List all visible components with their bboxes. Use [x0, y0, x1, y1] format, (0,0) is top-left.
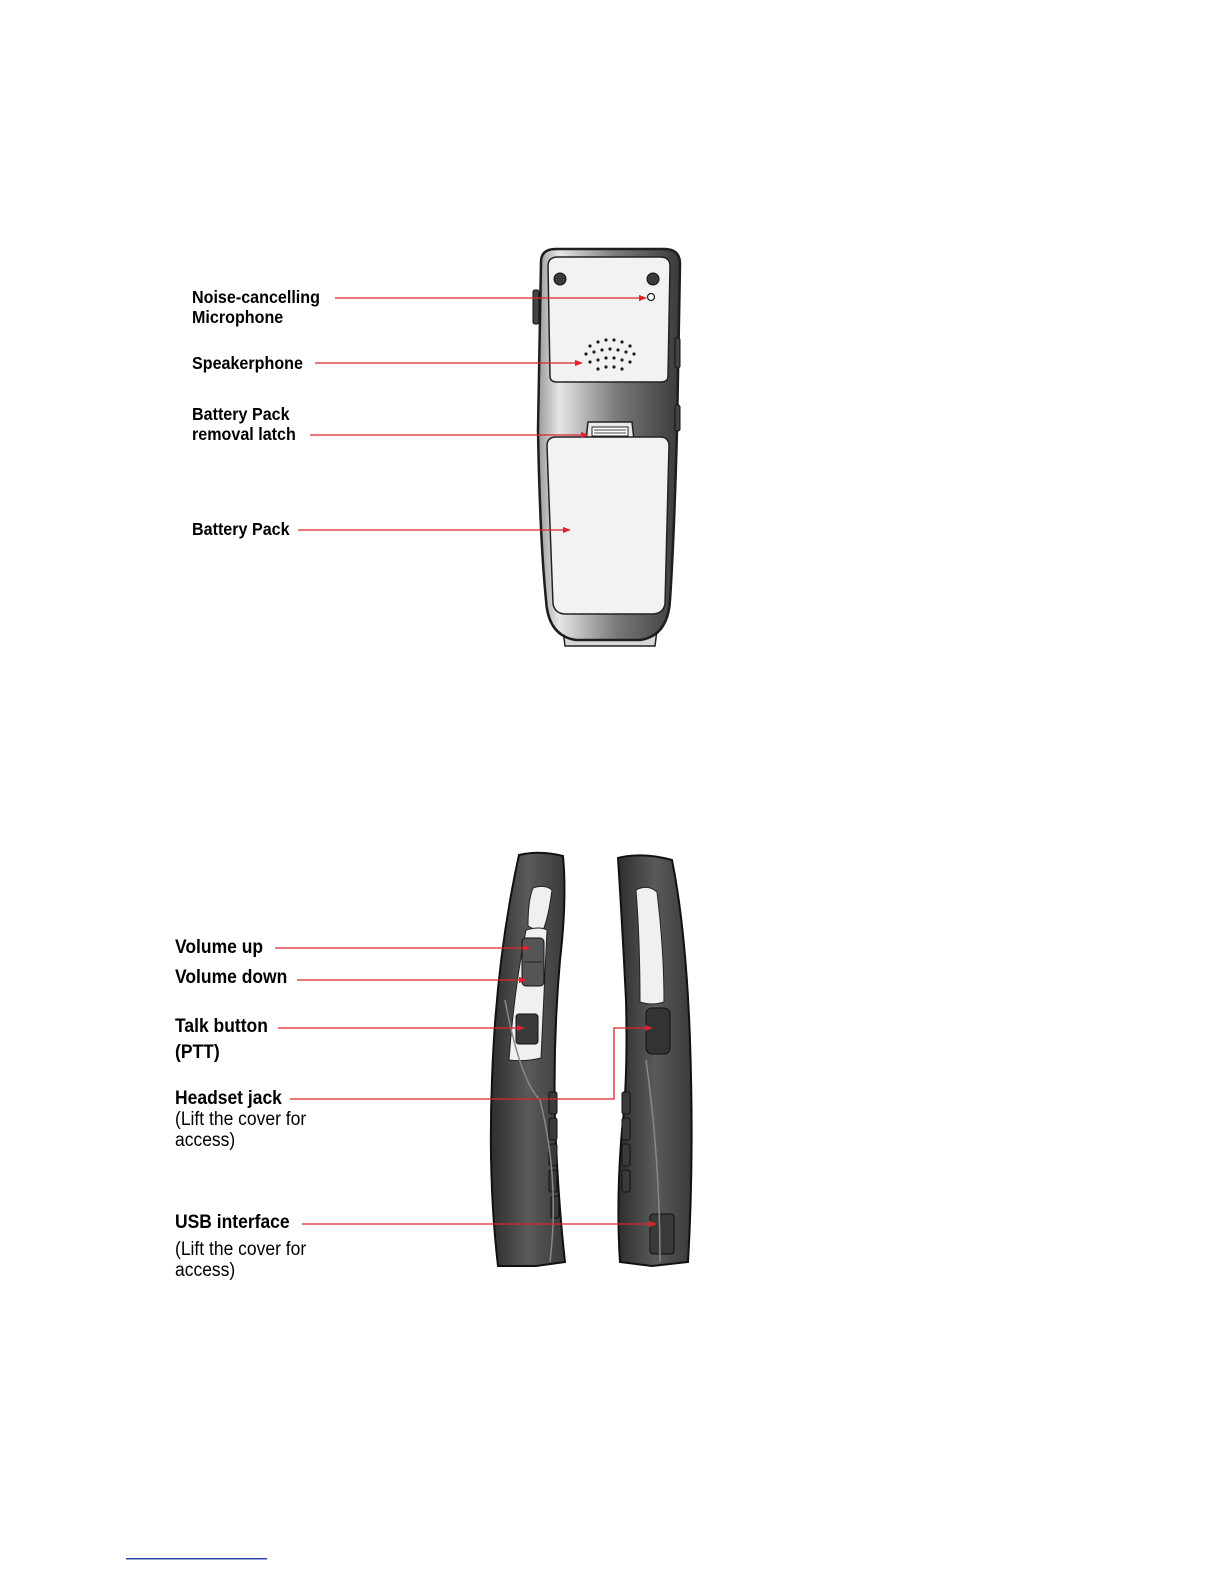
rear-view-handset	[533, 249, 680, 646]
side-view-right-handset	[618, 855, 692, 1266]
label-headset-jack: Headset jack	[175, 1088, 282, 1109]
label-volume-down: Volume down	[175, 967, 288, 988]
label-microphone-line1: Noise-cancelling	[192, 287, 320, 307]
leader-headset-jack	[290, 1028, 652, 1099]
label-usb-interface: USB interface	[175, 1212, 290, 1233]
footer-rule	[126, 1558, 267, 1560]
label-headset-note-line1: (Lift the cover for	[175, 1109, 307, 1130]
label-latch-line2: removal latch	[192, 424, 296, 444]
label-latch-line1: Battery Pack	[192, 404, 290, 424]
label-usb-note-line1: (Lift the cover for	[175, 1239, 307, 1260]
label-headset-note-line2: access)	[175, 1130, 236, 1151]
label-volume-up: Volume up	[175, 937, 264, 958]
side-view-left-handset	[491, 853, 565, 1266]
label-battery-pack: Battery Pack	[192, 519, 290, 539]
label-talk-button-line2: (PTT)	[175, 1042, 220, 1063]
label-microphone-line2: Microphone	[192, 307, 284, 327]
label-speakerphone: Speakerphone	[192, 353, 303, 373]
label-talk-button-line1: Talk button	[175, 1016, 268, 1037]
label-usb-note-line2: access)	[175, 1260, 236, 1281]
microphone-hole-icon	[648, 294, 655, 301]
